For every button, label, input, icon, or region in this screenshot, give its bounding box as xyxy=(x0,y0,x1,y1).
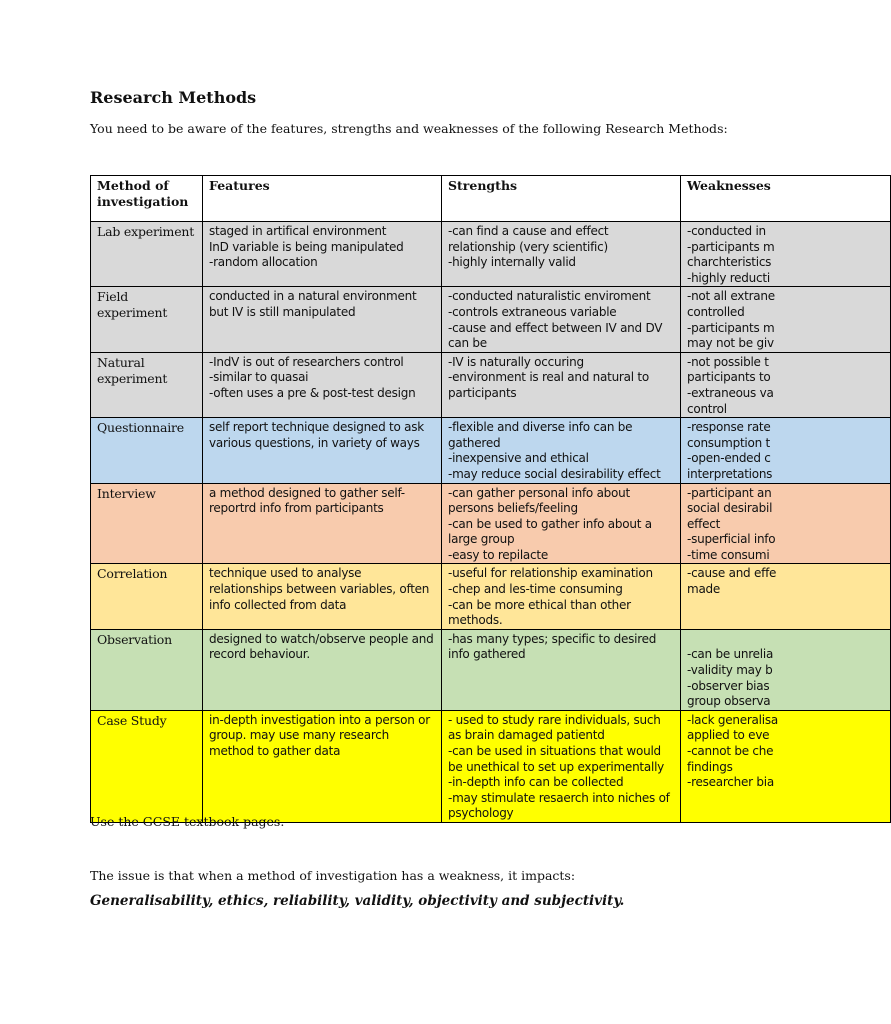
table-row xyxy=(91,629,891,710)
weaknesses-line: -highly reducti xyxy=(687,270,770,285)
weaknesses-line: -participants m xyxy=(687,320,775,335)
weaknesses-line: -validity may b xyxy=(687,663,773,678)
header-method: Method of investigation xyxy=(91,176,203,222)
method-cell: Observation xyxy=(91,629,203,710)
weaknesses-line: -open-ended c xyxy=(687,451,771,466)
strengths-line: -IV is naturally occuring xyxy=(448,354,584,369)
weaknesses-cell xyxy=(681,629,891,710)
weaknesses-line: -participant an xyxy=(687,485,772,500)
weaknesses-cell xyxy=(681,710,891,822)
strengths-line: -cause and effect between IV and DV can be xyxy=(448,320,666,351)
features-line: staged in artifical environment xyxy=(209,224,387,238)
strengths-line: -inexpensive and ethical xyxy=(448,451,589,466)
page-title: Research Methods xyxy=(90,88,257,107)
weaknesses-line: social desirabil xyxy=(687,501,773,516)
strengths-cell xyxy=(442,287,681,352)
strengths-cell xyxy=(442,629,681,710)
strengths-line: -in-depth info can be collected xyxy=(448,775,624,790)
weaknesses-line: -lack generalisa xyxy=(687,712,778,727)
weaknesses-cell xyxy=(681,418,891,483)
strengths-line: -conducted naturalistic enviroment xyxy=(448,289,651,304)
weaknesses-line: -not all extrane xyxy=(687,289,775,304)
strengths-line: -may stimulate resaerch into niches of psychology xyxy=(448,790,674,821)
strengths-cell xyxy=(442,710,681,822)
features-line: conducted in a natural environment but IV is still manipulated xyxy=(209,289,421,319)
method-cell: Field experiment xyxy=(91,287,203,352)
method-cell: Questionnaire xyxy=(91,418,203,483)
table-row xyxy=(91,287,891,352)
method-cell: Case Study xyxy=(91,710,203,822)
weaknesses-line: -extraneous va xyxy=(687,385,774,400)
impacts-list: Generalisability, ethics, reliability, validity, objectivity and subjectivity. xyxy=(90,893,625,909)
header-features: Features xyxy=(203,176,442,222)
strengths-line: -may reduce social desirability effect xyxy=(448,466,661,481)
table-row xyxy=(91,710,891,822)
textbook-note: Use the GCSE textbook pages. xyxy=(90,814,285,829)
weaknesses-line: participants to xyxy=(687,370,771,385)
features-line: -similar to quasai xyxy=(209,370,309,385)
research-methods-table xyxy=(90,175,891,823)
methods-table-wrapper xyxy=(90,175,790,823)
header-strengths: Strengths xyxy=(442,176,681,222)
weaknesses-line: -cannot be che xyxy=(687,744,774,758)
features-line: -random allocation xyxy=(209,255,318,270)
features-cell xyxy=(203,564,442,629)
strengths-cell xyxy=(442,564,681,629)
strengths-line: -can gather personal info about persons beliefs/feeling xyxy=(448,485,634,516)
weaknesses-line: control xyxy=(687,401,727,416)
features-cell xyxy=(203,629,442,710)
features-line: self report technique designed to ask various questions, in variety of ways xyxy=(209,420,428,450)
weaknesses-line: effect xyxy=(687,516,721,531)
method-cell: Correlation xyxy=(91,564,203,629)
strengths-line: -controls extraneous variable xyxy=(448,304,617,319)
features-line: technique used to analyse relationships between variables, often info collected from data xyxy=(209,566,433,612)
weaknesses-line: -time consumi xyxy=(687,547,770,562)
features-line: designed to watch/observe people and record behaviour. xyxy=(209,631,438,662)
weaknesses-line: -researcher bia xyxy=(687,775,774,790)
table-header-row xyxy=(91,176,891,222)
strengths-line: -easy to repilacte xyxy=(448,547,548,562)
weaknesses-line: applied to eve xyxy=(687,728,770,743)
strengths-line: -can be more ethical than other methods. xyxy=(448,597,635,628)
features-line: -often uses a pre & post-test design xyxy=(209,385,416,400)
issue-text: The issue is that when a method of investigation has a weakness, it impacts: xyxy=(90,868,576,883)
weaknesses-line: findings xyxy=(687,759,733,774)
weaknesses-line: -response rate xyxy=(687,420,771,435)
weaknesses-line: -observer bias xyxy=(687,678,770,693)
features-cell xyxy=(203,287,442,352)
weaknesses-line: made xyxy=(687,582,721,597)
weaknesses-line: group observa xyxy=(687,694,771,709)
weaknesses-line: controlled xyxy=(687,304,745,319)
features-line: a method designed to gather self-reportrd info from participants xyxy=(209,485,405,516)
weaknesses-line xyxy=(687,632,884,648)
weaknesses-line: -can be unrelia xyxy=(687,647,774,662)
method-cell: Interview xyxy=(91,483,203,564)
table-row xyxy=(91,352,891,417)
strengths-cell xyxy=(442,352,681,417)
strengths-line: -flexible and diverse info can be gathered xyxy=(448,420,636,450)
header-weaknesses: Weaknesses xyxy=(681,176,891,222)
method-cell: Lab experiment xyxy=(91,222,203,287)
strengths-cell xyxy=(442,222,681,287)
weaknesses-line: interpretations xyxy=(687,466,773,481)
features-cell xyxy=(203,710,442,822)
strengths-line: -has many types; specific to desired info gathered xyxy=(448,631,660,662)
strengths-line: -can be used to gather info about a large group xyxy=(448,516,656,547)
features-cell xyxy=(203,418,442,483)
table-row xyxy=(91,222,891,287)
table-body xyxy=(91,222,891,823)
method-cell: Natural experiment xyxy=(91,352,203,417)
weaknesses-cell xyxy=(681,352,891,417)
strengths-line: -useful for relationship examination xyxy=(448,566,653,581)
strengths-line: -environment is real and natural to participants xyxy=(448,370,653,400)
features-line: -IndV is out of researchers control xyxy=(209,354,404,369)
strengths-cell xyxy=(442,483,681,564)
intro-text: You need to be aware of the features, strengths and weaknesses of the following Research Methods: xyxy=(90,121,728,136)
weaknesses-cell xyxy=(681,483,891,564)
weaknesses-cell xyxy=(681,287,891,352)
weaknesses-cell xyxy=(681,222,891,287)
weaknesses-line: consumption t xyxy=(687,435,770,450)
weaknesses-line: may not be giv xyxy=(687,336,774,351)
strengths-line: -chep and les-time consuming xyxy=(448,582,623,597)
strengths-cell xyxy=(442,418,681,483)
table-row xyxy=(91,483,891,564)
strengths-line: -can be used in situations that would be unethical to set up experimentally xyxy=(448,744,665,774)
features-cell xyxy=(203,222,442,287)
weaknesses-cell xyxy=(681,564,891,629)
weaknesses-line: -cause and effe xyxy=(687,566,777,581)
table-row xyxy=(91,418,891,483)
weaknesses-line: charchteristics xyxy=(687,255,772,270)
weaknesses-line: -not possible t xyxy=(687,354,769,369)
features-line: in-depth investigation into a person or group. may use many research method to gather data xyxy=(209,712,434,758)
strengths-line: -can find a cause and effect relationship (very scientific) xyxy=(448,224,612,254)
table-row xyxy=(91,564,891,629)
features-cell xyxy=(203,352,442,417)
strengths-line: -highly internally valid xyxy=(448,255,576,270)
weaknesses-line: -conducted in xyxy=(687,224,766,238)
strengths-line: - used to study rare individuals, such as brain damaged patientd xyxy=(448,712,665,743)
weaknesses-line: -participants m xyxy=(687,239,775,254)
features-line: InD variable is being manipulated xyxy=(209,239,404,254)
weaknesses-line: -superficial info xyxy=(687,532,776,547)
features-cell xyxy=(203,483,442,564)
